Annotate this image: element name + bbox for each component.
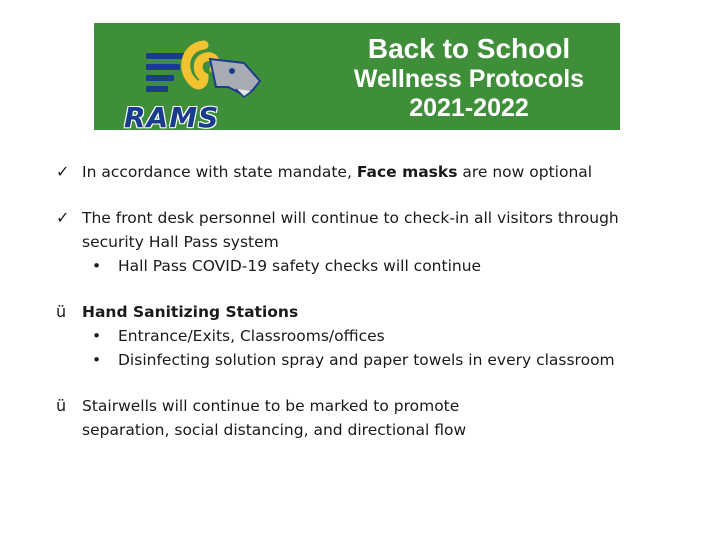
- rams-logo: [124, 35, 294, 130]
- list-item: [56, 206, 696, 278]
- item2-sub1: Hall Pass COVID-19 safety checks will continue: [118, 257, 482, 275]
- item3-sub1: Entrance/Exits, Classrooms/offices: [118, 327, 385, 345]
- sub-list-item: [82, 254, 696, 278]
- banner-title-line3: 2021-2022: [409, 94, 529, 122]
- bullet-icon: •: [92, 351, 102, 369]
- item3-heading: Hand Sanitizing Stations: [82, 303, 299, 321]
- check-icon: ✓: [56, 162, 70, 181]
- item1-bold: Face masks: [356, 163, 458, 181]
- item4-line2: separation, social distancing, and directional flow: [82, 421, 467, 439]
- bullet-icon: •: [92, 257, 102, 275]
- item1-text-before: In accordance with state mandate,: [82, 163, 357, 181]
- list-item: [56, 394, 696, 442]
- bullet-icon: •: [92, 327, 102, 345]
- u-marker-icon: ü: [56, 302, 67, 321]
- sub-list-item: [82, 324, 696, 348]
- header-banner: [94, 23, 620, 130]
- item4-line1: Stairwells will continue to be marked to promote: [82, 397, 460, 415]
- u-marker-icon: ü: [56, 396, 67, 415]
- sub-list-item: [82, 348, 696, 372]
- ram-head-icon: [174, 37, 264, 109]
- item2-line2: security Hall Pass system: [82, 233, 279, 251]
- item3-sub2: Disinfecting solution spray and paper towels in every classroom: [118, 351, 615, 369]
- list-item: [56, 160, 696, 184]
- banner-title-line2: Wellness Protocols: [353, 65, 585, 93]
- banner-title-line1: Back to School: [367, 33, 571, 64]
- list-item: [56, 300, 696, 372]
- banner-title: [324, 33, 614, 123]
- protocol-list: [56, 160, 696, 442]
- check-icon: ✓: [56, 208, 70, 227]
- item2-line1: The front desk personnel will continue to check-in all visitors through: [82, 209, 619, 227]
- logo-wordmark: RAMS: [124, 101, 220, 130]
- item1-text-after: are now optional: [457, 163, 593, 181]
